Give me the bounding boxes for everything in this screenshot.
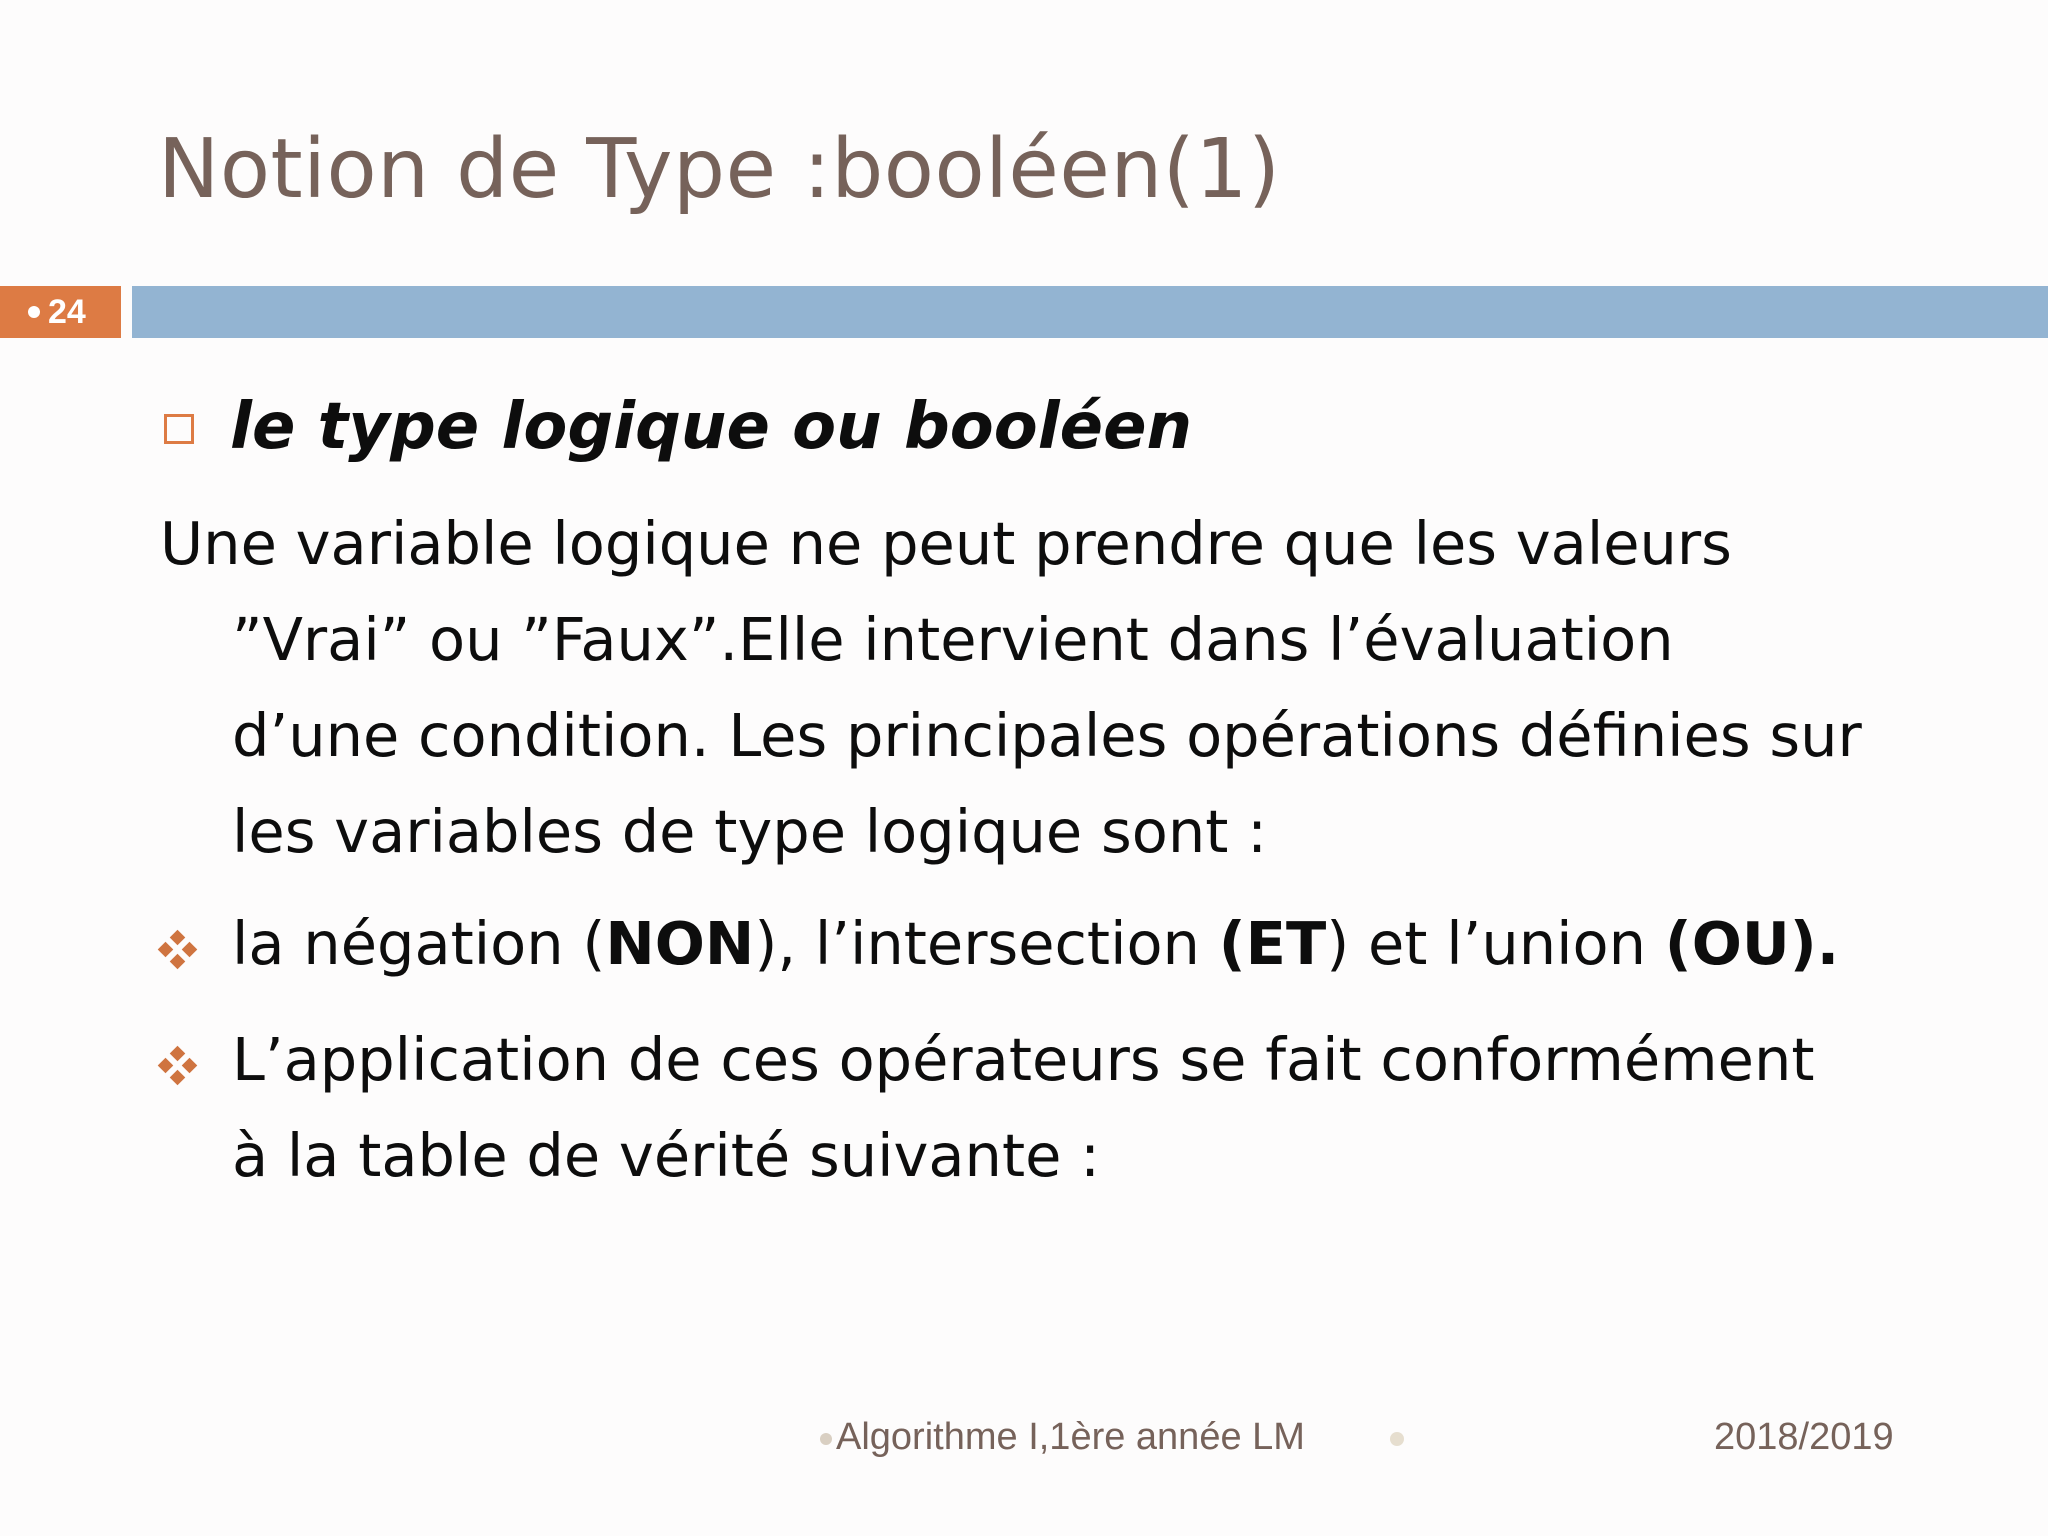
dot-icon bbox=[820, 1433, 832, 1445]
text-segment: ) et l’union bbox=[1326, 909, 1665, 978]
text-segment: ), l’intersection bbox=[754, 909, 1219, 978]
list-item-text: L’application de ces opérateurs se fait conformément bbox=[232, 1025, 1815, 1094]
slide-title: Notion de Type :booléen(1) bbox=[158, 122, 1281, 217]
body-paragraph bbox=[160, 496, 1960, 880]
heading-text: le type logique ou booléen bbox=[230, 390, 1193, 464]
operator-non: NON bbox=[605, 909, 755, 978]
header-bar bbox=[132, 286, 2048, 338]
paragraph-line: ”Vrai” ou ”Faux”.Elle intervient dans l’évaluation bbox=[232, 605, 1674, 674]
operator-et: (ET bbox=[1218, 909, 1327, 978]
list-item-operations bbox=[160, 896, 1980, 992]
list-item-text bbox=[160, 896, 1980, 992]
text-segment: ). bbox=[1789, 909, 1840, 978]
dot-icon bbox=[28, 306, 40, 318]
slide-number: 24 bbox=[48, 293, 86, 331]
list-item-truth-table bbox=[160, 1012, 1980, 1204]
four-diamond-icon bbox=[160, 1048, 196, 1084]
paragraph-line: d’une condition. Les principales opérations définies sur bbox=[232, 701, 1862, 770]
four-diamond-icon bbox=[160, 932, 196, 968]
operator-ou: (OU bbox=[1664, 909, 1790, 978]
paragraph-line: Une variable logique ne peut prendre que les valeurs bbox=[160, 509, 1732, 578]
footer-course-text: Algorithme I,1ère année LM bbox=[836, 1416, 1305, 1458]
paragraph-line: les variables de type logique sont : bbox=[232, 797, 1267, 866]
footer-date: 2018/2019 bbox=[1714, 1416, 1894, 1458]
text-segment: la négation ( bbox=[232, 909, 606, 978]
footer-course bbox=[820, 1412, 1305, 1462]
dot-icon bbox=[1390, 1432, 1404, 1446]
square-outline-icon bbox=[164, 414, 194, 444]
list-item-text: à la table de vérité suivante : bbox=[232, 1121, 1101, 1190]
slide-number-badge bbox=[0, 286, 121, 338]
